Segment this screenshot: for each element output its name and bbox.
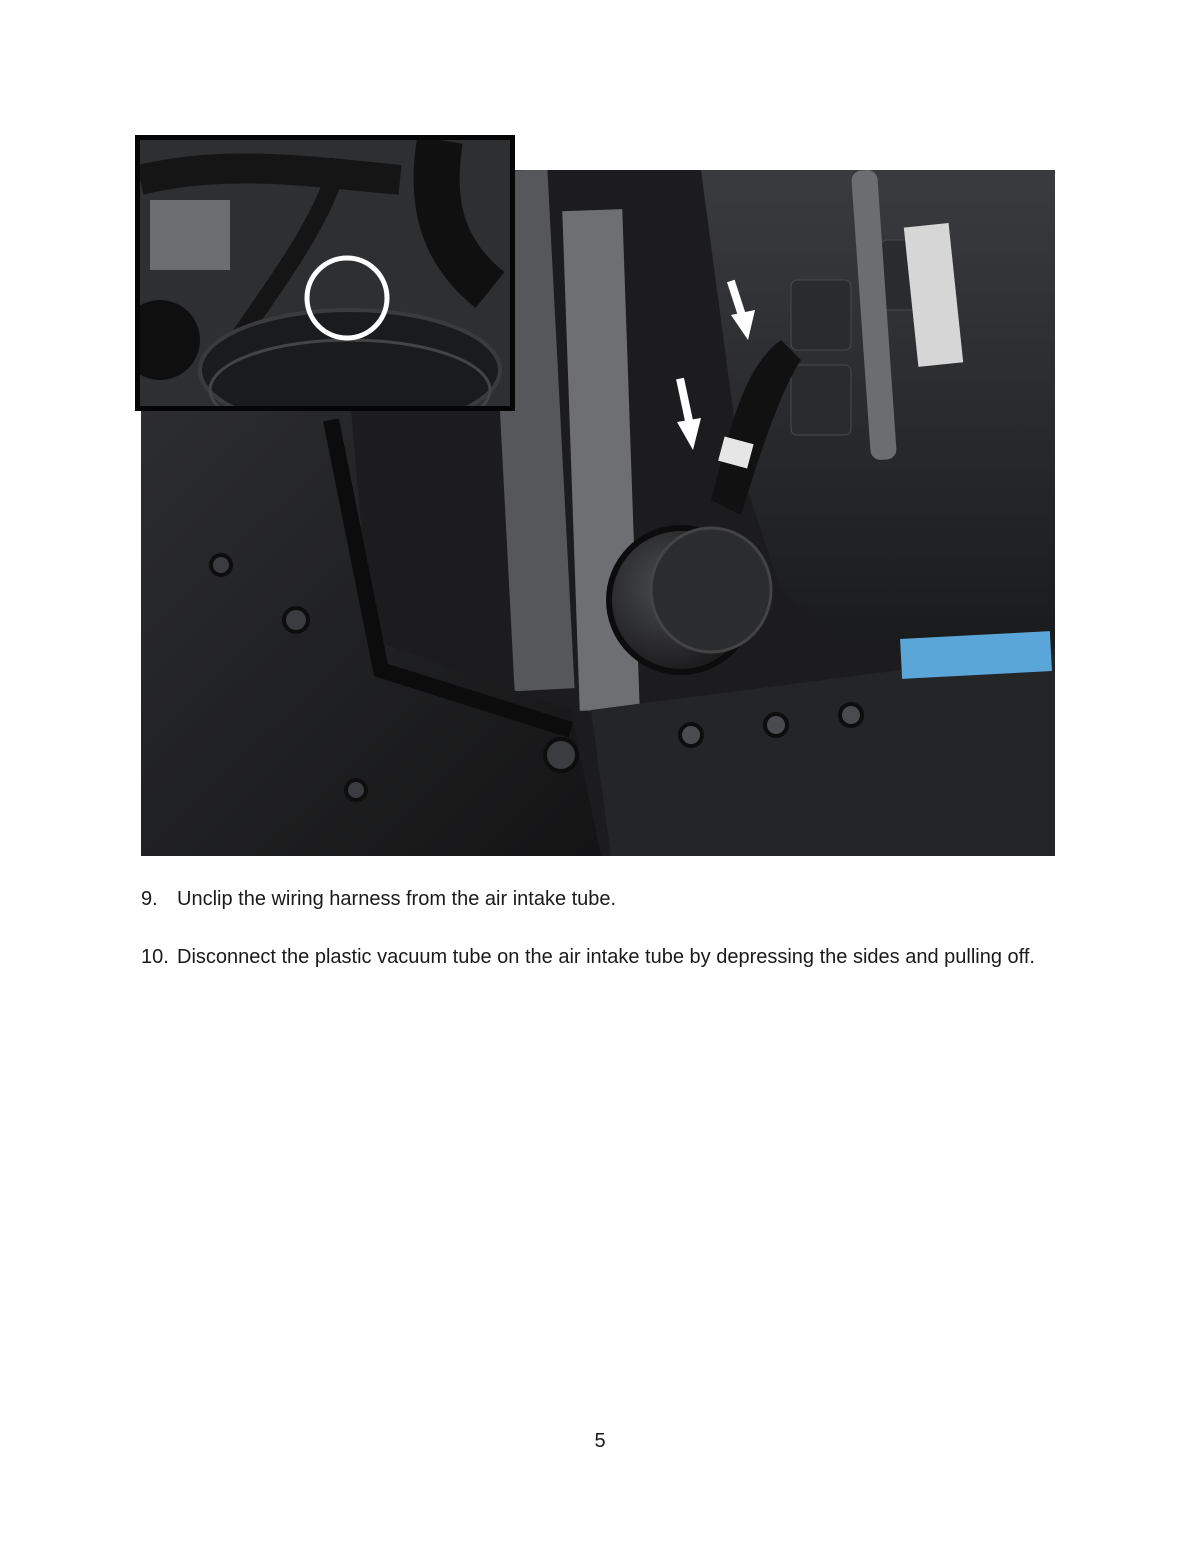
page-number: 5 [594,1430,606,1452]
step-text: Unclip the wiring harness from the air intake tube. [177,888,617,910]
step-number: 10. [141,946,169,968]
step-10 [141,942,1061,972]
step-9 [141,884,1061,914]
inset-illustration [140,140,510,406]
step-text: Disconnect the plastic vacuum tube on the air intake tube by depressing the sides and pulling off. [177,946,1035,968]
inset-closeup-photo [135,135,515,411]
step-number: 9. [141,888,158,910]
instruction-list [141,884,1061,1000]
